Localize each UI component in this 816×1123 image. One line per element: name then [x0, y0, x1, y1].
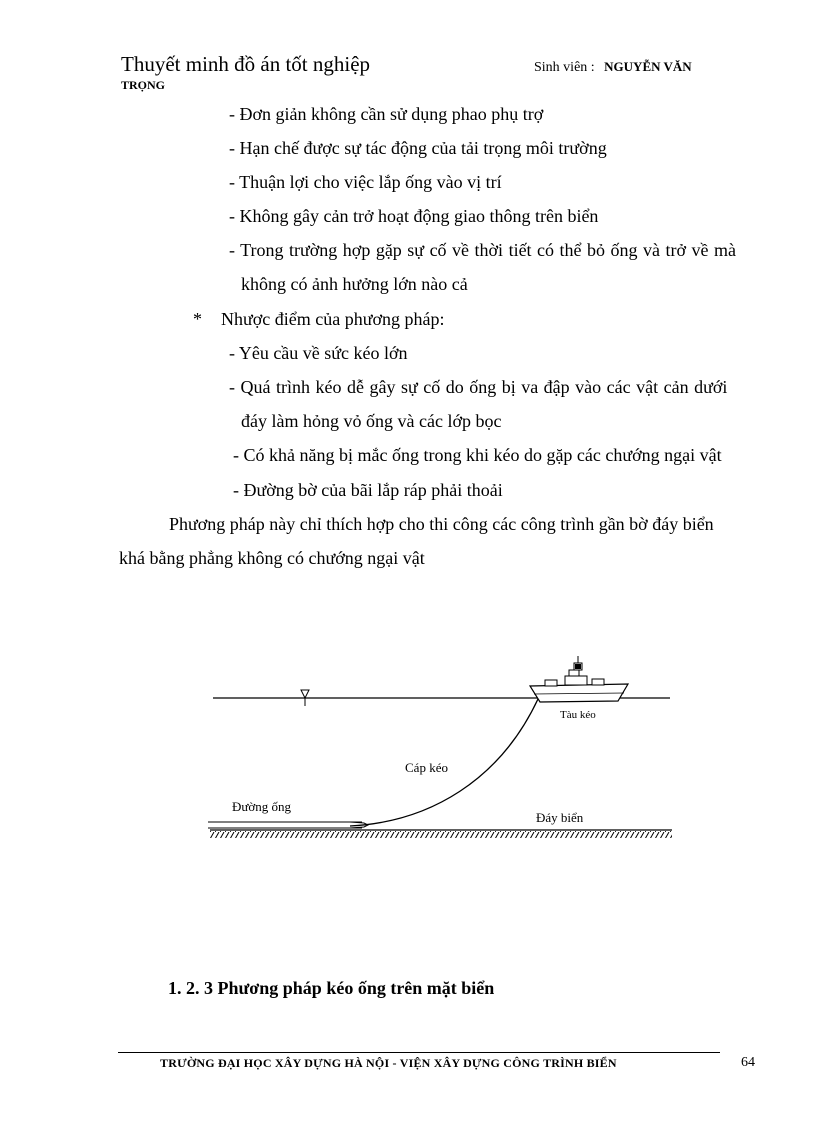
footer-institution: TRƯỜNG ĐẠI HỌC XÂY DỰNG HÀ NỘI - VIỆN XÂY DỰNG CÔNG TRÌNH BIỂN — [160, 1056, 617, 1070]
disadvantage-item: - Quá trình kéo dễ gây sự cố do ống bị va đập vào các vật cản dưới — [229, 377, 728, 397]
student-name: NGUYỄN VĂN — [604, 59, 692, 74]
disadvantages-title: Nhược điểm của phương pháp: — [221, 309, 445, 329]
advantage-item: - Đơn giản không cần sử dụng phao phụ trợ — [229, 104, 544, 124]
student-name-continued: TRỌNG — [121, 78, 166, 92]
conclusion-paragraph: Phương pháp này chỉ thích hợp cho thi công các công trình gần bờ đáy biển — [169, 514, 714, 534]
pipe-tow-diagram — [200, 650, 680, 850]
page-number: 64 — [741, 1055, 755, 1070]
disadvantage-item: - Có khả năng bị mắc ống trong khi kéo do gặp các chướng ngại vật — [233, 445, 722, 465]
disadvantage-item: - Yêu cầu về sức kéo lớn — [229, 343, 408, 363]
advantage-item-continued: không có ảnh hưởng lớn nào cả — [241, 274, 468, 294]
document-title: Thuyết minh đồ án tốt nghiệp — [121, 52, 371, 76]
label-seabed: Đáy biển — [536, 810, 584, 825]
label-pipeline: Đường ống — [232, 799, 292, 814]
label-tugboat: Tàu kéo — [560, 709, 596, 721]
student-info — [534, 59, 692, 76]
student-label: Sinh viên : — [534, 60, 595, 75]
list-bullet: * — [193, 309, 202, 329]
advantage-item: - Hạn chế được sự tác động của tải trọng môi trường — [229, 138, 607, 158]
tugboat-icon — [530, 656, 628, 702]
advantage-item: - Thuận lợi cho việc lắp ống vào vị trí — [229, 172, 502, 192]
label-tow-cable: Cáp kéo — [405, 760, 448, 775]
conclusion-paragraph-continued: khá bằng phẳng không có chướng ngại vật — [119, 548, 425, 568]
advantage-item: - Trong trường hợp gặp sự cố về thời tiết có thể bỏ ống và trở về mà — [229, 240, 737, 260]
footer-divider — [118, 1052, 720, 1053]
disadvantage-item: - Đường bờ của bãi lắp ráp phải thoải — [233, 480, 503, 500]
disadvantage-item-continued: đáy làm hỏng vỏ ống và các lớp bọc — [241, 411, 502, 431]
pipeline — [208, 822, 368, 828]
section-heading: 1. 2. 3 Phương pháp kéo ống trên mặt biển — [168, 978, 495, 998]
advantage-item: - Không gây cản trở hoạt động giao thông trên biển — [229, 206, 599, 226]
seabed-hatching — [210, 831, 672, 838]
